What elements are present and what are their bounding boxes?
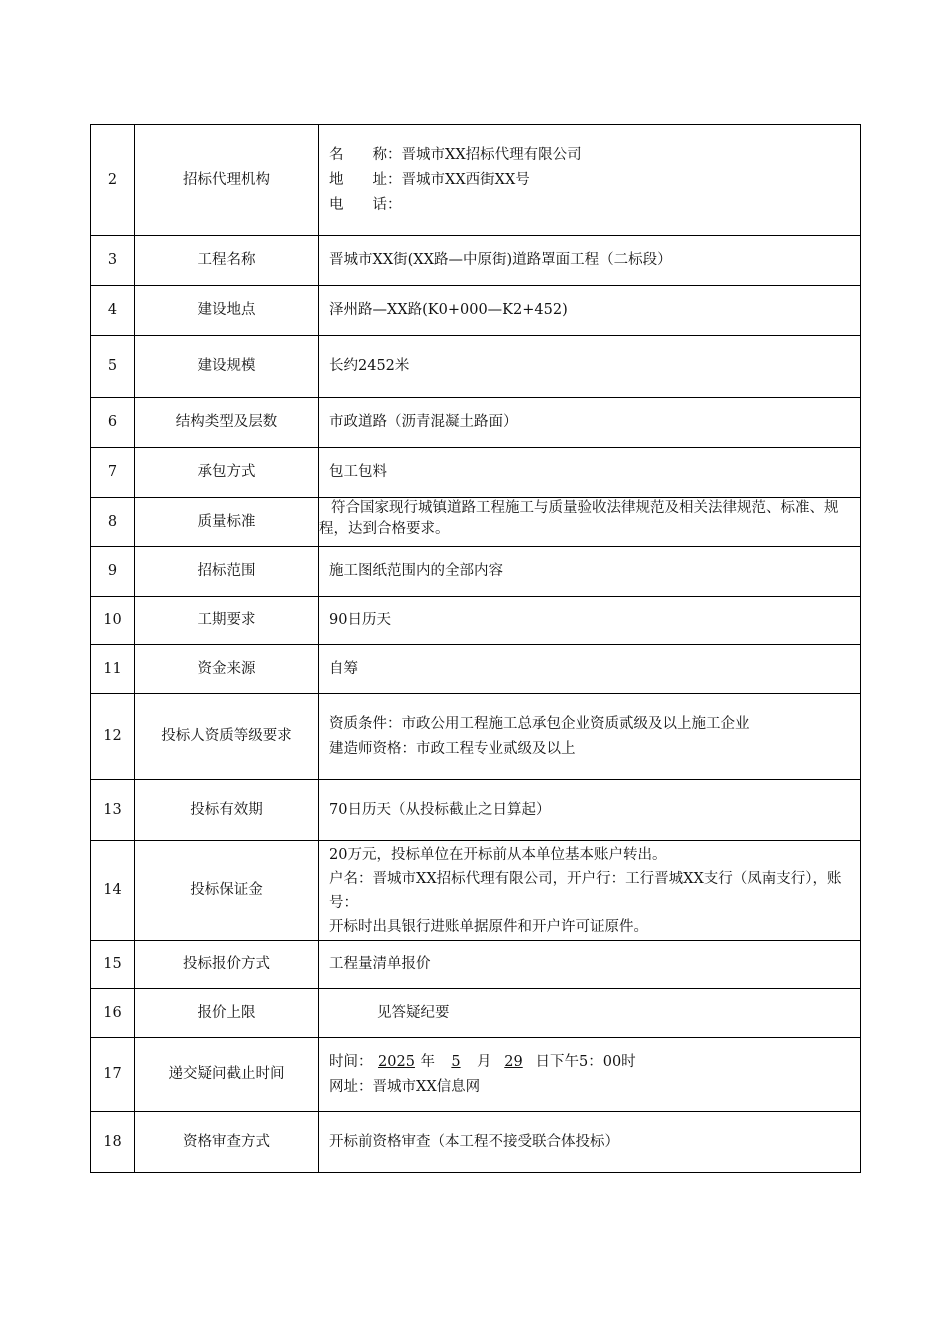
deadline-time-line: [329, 1050, 854, 1075]
row-number: 13: [91, 780, 135, 841]
month-suffix: 月: [477, 1053, 492, 1070]
row-number: 5: [91, 336, 135, 398]
item-content: [319, 498, 861, 547]
item-name: 工程名称: [135, 236, 319, 286]
tender-info-table: [90, 124, 861, 1173]
item-name: 承包方式: [135, 448, 319, 498]
quotation-method-text: 工程量清单报价: [329, 956, 431, 972]
row-number: 16: [91, 989, 135, 1038]
item-name: 工期要求: [135, 597, 319, 645]
website-line: 网址：晋城市XX信息网: [329, 1078, 481, 1095]
agency-phone-line: 电 话：: [329, 196, 402, 213]
price-cap-text: 见答疑纪要: [377, 1004, 450, 1021]
table-row: [91, 398, 861, 448]
row-number: 7: [91, 448, 135, 498]
deposit-amount-line: 20万元，投标单位在开标前从本单位基本账户转出。: [329, 846, 667, 863]
quality-standard-text: 符合国家现行城镇道路工程施工与质量验收法律规范及相关法律规范、标准、规程，达到合格要求。: [319, 500, 839, 537]
table-row: [91, 125, 861, 236]
row-number: 3: [91, 236, 135, 286]
table-row: [91, 597, 861, 645]
item-name: 资金来源: [135, 645, 319, 694]
item-name: 投标保证金: [135, 841, 319, 941]
row-number: 18: [91, 1112, 135, 1173]
duration-text: 90日历天: [329, 612, 391, 628]
row-number: 15: [91, 941, 135, 989]
constructor-line: 建造师资格：市政工程专业贰级及以上: [329, 740, 576, 757]
item-content: [319, 1112, 861, 1173]
item-content: [319, 236, 861, 286]
item-content: [319, 336, 861, 398]
table-row: [91, 1112, 861, 1173]
item-name: 建设规模: [135, 336, 319, 398]
item-content: [319, 989, 861, 1038]
item-name: 招标代理机构: [135, 125, 319, 236]
funding-text: 自筹: [329, 660, 358, 677]
item-content: [319, 841, 861, 941]
row-number: 11: [91, 645, 135, 694]
table-row: [91, 941, 861, 989]
item-name: 质量标准: [135, 498, 319, 547]
item-name: 投标报价方式: [135, 941, 319, 989]
table-row: [91, 645, 861, 694]
item-name: 递交疑问截止时间: [135, 1038, 319, 1112]
table-row: [91, 336, 861, 398]
item-content: [319, 645, 861, 694]
item-name: 建设地点: [135, 286, 319, 336]
item-content: [319, 780, 861, 841]
scale-text: 长约2452米: [329, 358, 410, 374]
table-row: [91, 498, 861, 547]
prequalification-text: 开标前资格审查（本工程不接受联合体投标）: [329, 1133, 619, 1150]
row-number: 14: [91, 841, 135, 941]
item-content: [319, 1038, 861, 1112]
table-row: [91, 989, 861, 1038]
validity-text: 70日历天（从投标截止之日算起）: [329, 801, 551, 818]
row-number: 9: [91, 547, 135, 597]
row-number: 12: [91, 694, 135, 780]
table-row: [91, 547, 861, 597]
row-number: 10: [91, 597, 135, 645]
item-content: [319, 941, 861, 989]
structure-text: 市政道路（沥青混凝土路面）: [329, 414, 518, 430]
item-content: [319, 286, 861, 336]
item-name: 结构类型及层数: [135, 398, 319, 448]
deadline-day: 29: [504, 1053, 523, 1070]
item-content: [319, 597, 861, 645]
item-content: [319, 398, 861, 448]
item-content: [319, 694, 861, 780]
location-text: 泽州路—XX路(K0+000—K2+452): [329, 302, 568, 318]
deadline-year: 2025: [378, 1053, 415, 1070]
item-name: 报价上限: [135, 989, 319, 1038]
row-number: 4: [91, 286, 135, 336]
deadline-month: 5: [451, 1053, 461, 1070]
item-content: [319, 448, 861, 498]
row-number: 2: [91, 125, 135, 236]
table-row: [91, 1038, 861, 1112]
table-row: [91, 286, 861, 336]
item-name: 投标有效期: [135, 780, 319, 841]
deposit-proof-line: 开标时出具银行进账单据原件和开户许可证原件。: [329, 918, 648, 935]
row-number: 6: [91, 398, 135, 448]
item-name: 资格审查方式: [135, 1112, 319, 1173]
deposit-account-line: 户名：晋城市XX招标代理有限公司，开户行：工行晋城XX支行（凤南支行），账号：: [329, 870, 842, 911]
qualification-line: 资质条件：市政公用工程施工总承包企业资质贰级及以上施工企业: [329, 715, 750, 732]
item-name: 招标范围: [135, 547, 319, 597]
item-content: [319, 125, 861, 236]
table-row: [91, 694, 861, 780]
day-suffix: 日下午5：00时: [535, 1053, 636, 1070]
year-suffix: 年: [420, 1053, 435, 1070]
item-name: 投标人资质等级要求: [135, 694, 319, 780]
agency-address-line: 地 址：晋城市XX西街XX号: [329, 171, 530, 188]
item-content: [319, 547, 861, 597]
project-name-text: 晋城市XX街(XX路—中原街)道路罩面工程（二标段）: [329, 252, 672, 268]
table-row: [91, 236, 861, 286]
contract-mode-text: 包工包料: [329, 464, 387, 480]
row-number: 17: [91, 1038, 135, 1112]
row-number: 8: [91, 498, 135, 547]
time-label: 时间：: [329, 1053, 373, 1070]
table-row: [91, 841, 861, 941]
table-row: [91, 448, 861, 498]
scope-text: 施工图纸范围内的全部内容: [329, 563, 503, 579]
table-row: [91, 780, 861, 841]
agency-name-line: 名 称：晋城市XX招标代理有限公司: [329, 146, 582, 163]
